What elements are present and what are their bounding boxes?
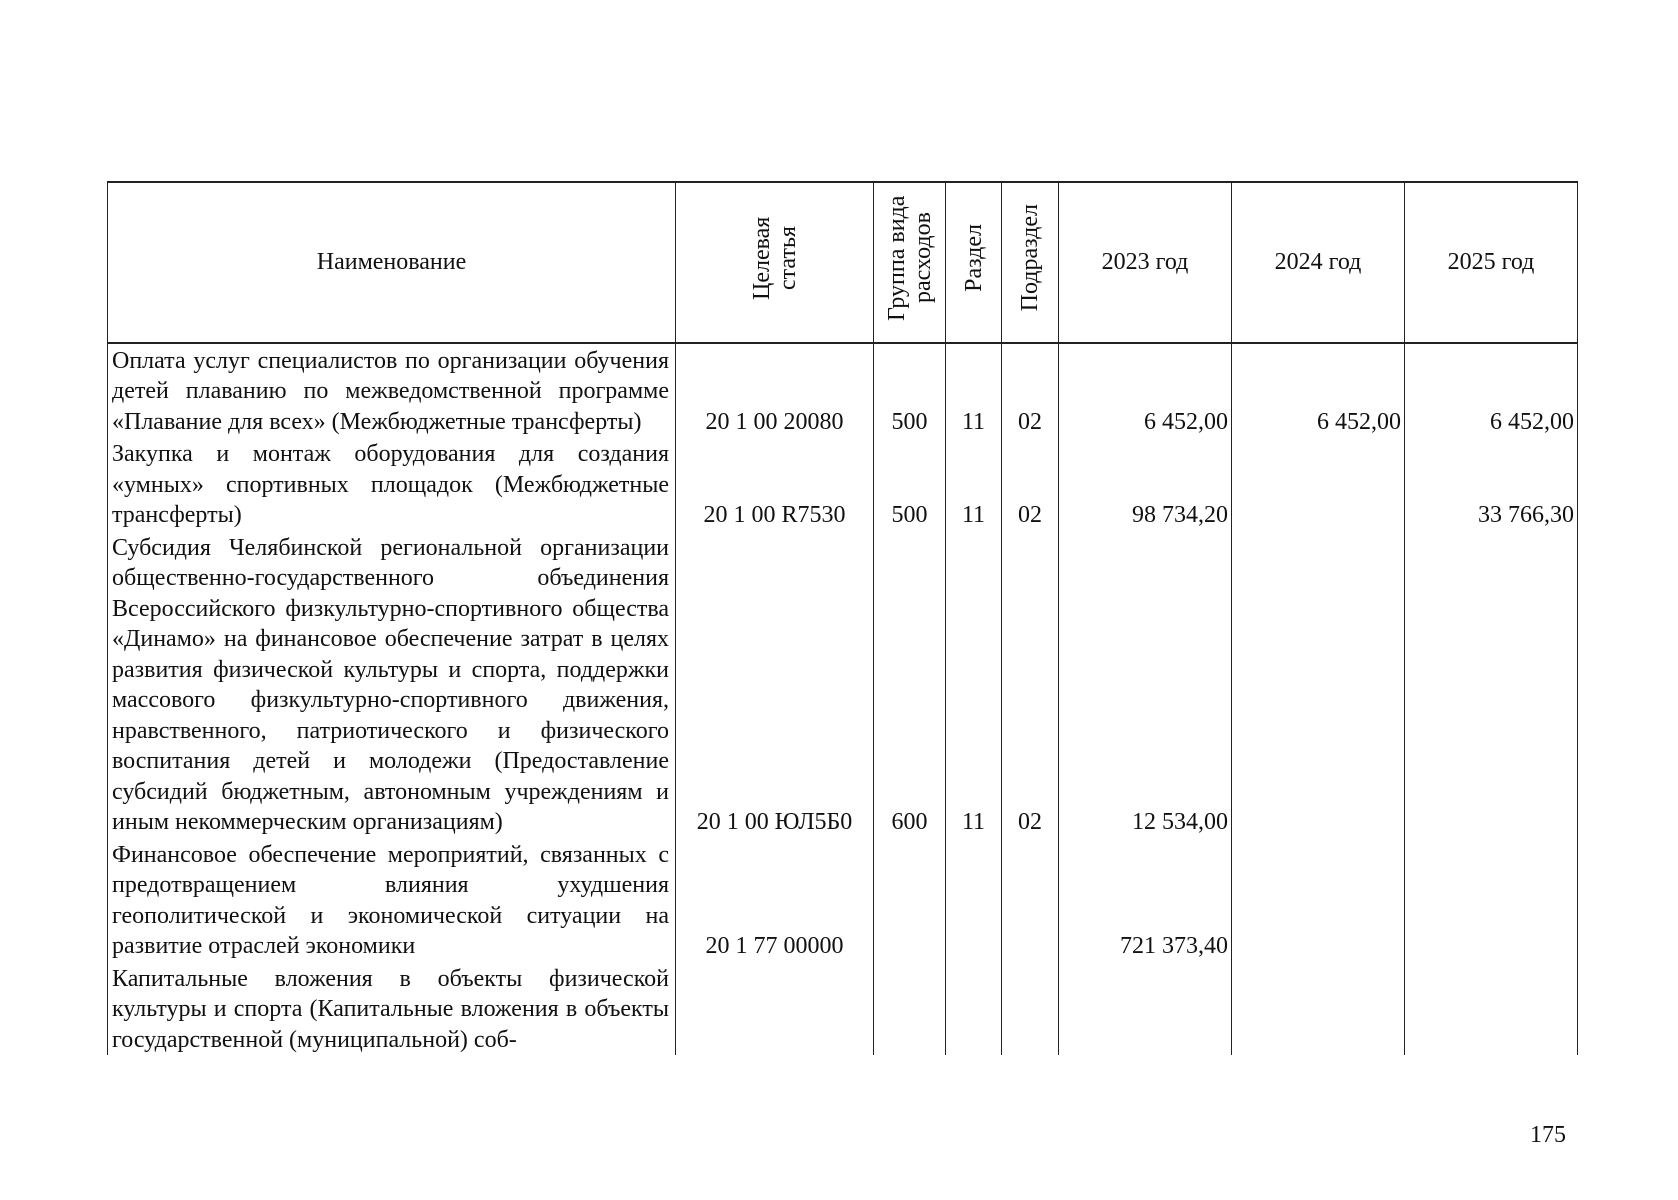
- row-name: Закупка и монтаж оборудования для создания «умных» спортивных площадок (Межбюджетные трансферты): [108, 437, 676, 531]
- row-subsection: 02: [1002, 531, 1059, 838]
- row-subsection: [1002, 838, 1059, 962]
- row-2024: [1232, 531, 1405, 838]
- budget-table: [107, 181, 1578, 1055]
- row-group: 600: [874, 531, 946, 838]
- row-target: 20 1 77 00000: [676, 838, 874, 962]
- row-section: [946, 838, 1002, 962]
- row-2023: 98 734,20: [1059, 437, 1232, 531]
- row-2025: 33 766,30: [1405, 437, 1578, 531]
- row-2025: 6 452,00: [1405, 343, 1578, 438]
- empty-cell: [1059, 962, 1232, 1056]
- empty-cell: [1232, 962, 1405, 1056]
- header-section: Раздел: [946, 182, 1002, 343]
- row-2025: [1405, 838, 1578, 962]
- row-name: Субсидия Челябинской региональной организации общественно-государственного объединения Всероссийского физкультурно-спортивного общества «Динамо» на финансовое обеспечение затрат в целях развития физической культуры и спорта, поддержки массового физкультурно-спортивного движения, нравственного, патриотического и физического воспитания детей и молодежи (Предоставление субсидий бюджетным, автономным учреждениям и иным некоммерческим организациям): [108, 531, 676, 838]
- row-2023: 12 534,00: [1059, 531, 1232, 838]
- row-2024: [1232, 437, 1405, 531]
- row-group: [874, 838, 946, 962]
- row-group: 500: [874, 437, 946, 531]
- header-group: Группа вида расходов: [874, 182, 946, 343]
- table-row: [108, 531, 1578, 838]
- row-2024: [1232, 838, 1405, 962]
- page-number: 175: [1530, 1122, 1566, 1148]
- row-target: 20 1 00 20080: [676, 343, 874, 438]
- header-subsection: Подраздел: [1002, 182, 1059, 343]
- row-2023: 721 373,40: [1059, 838, 1232, 962]
- table-row: [108, 838, 1578, 962]
- header-2025: 2025 год: [1405, 182, 1578, 343]
- row-target: 20 1 00 ЮЛ5Б0: [676, 531, 874, 838]
- table-row: [108, 437, 1578, 531]
- row-subsection: 02: [1002, 437, 1059, 531]
- empty-cell: [874, 962, 946, 1056]
- row-2024: 6 452,00: [1232, 343, 1405, 438]
- header-target: Целевая статья: [676, 182, 874, 343]
- row-name: Финансовое обеспечение мероприятий, связанных с предотвращением влияния ухудшения геополитической и экономической ситуации на развитие отраслей экономики: [108, 838, 676, 962]
- table-row-continued: [108, 962, 1578, 1056]
- row-section: 11: [946, 437, 1002, 531]
- empty-cell: [946, 962, 1002, 1056]
- empty-cell: [1002, 962, 1059, 1056]
- row-2023: 6 452,00: [1059, 343, 1232, 438]
- header-2024: 2024 год: [1232, 182, 1405, 343]
- table-header-row: [108, 182, 1578, 343]
- row-target: 20 1 00 R7530: [676, 437, 874, 531]
- row-group: 500: [874, 343, 946, 438]
- header-name: Наименование: [108, 182, 676, 343]
- row-section: 11: [946, 343, 1002, 438]
- row-name: Капитальные вложения в объекты физической культуры и спорта (Капитальные вложения в объекты государственной (муниципальной) соб-: [108, 962, 676, 1056]
- row-2025: [1405, 531, 1578, 838]
- empty-cell: [676, 962, 874, 1056]
- row-subsection: 02: [1002, 343, 1059, 438]
- table-row: [108, 343, 1578, 438]
- header-2023: 2023 год: [1059, 182, 1232, 343]
- empty-cell: [1405, 962, 1578, 1056]
- row-section: 11: [946, 531, 1002, 838]
- row-name: Оплата услуг специалистов по организации обучения детей плаванию по межведомственной программе «Плавание для всех» (Межбюджетные трансферты): [108, 343, 676, 438]
